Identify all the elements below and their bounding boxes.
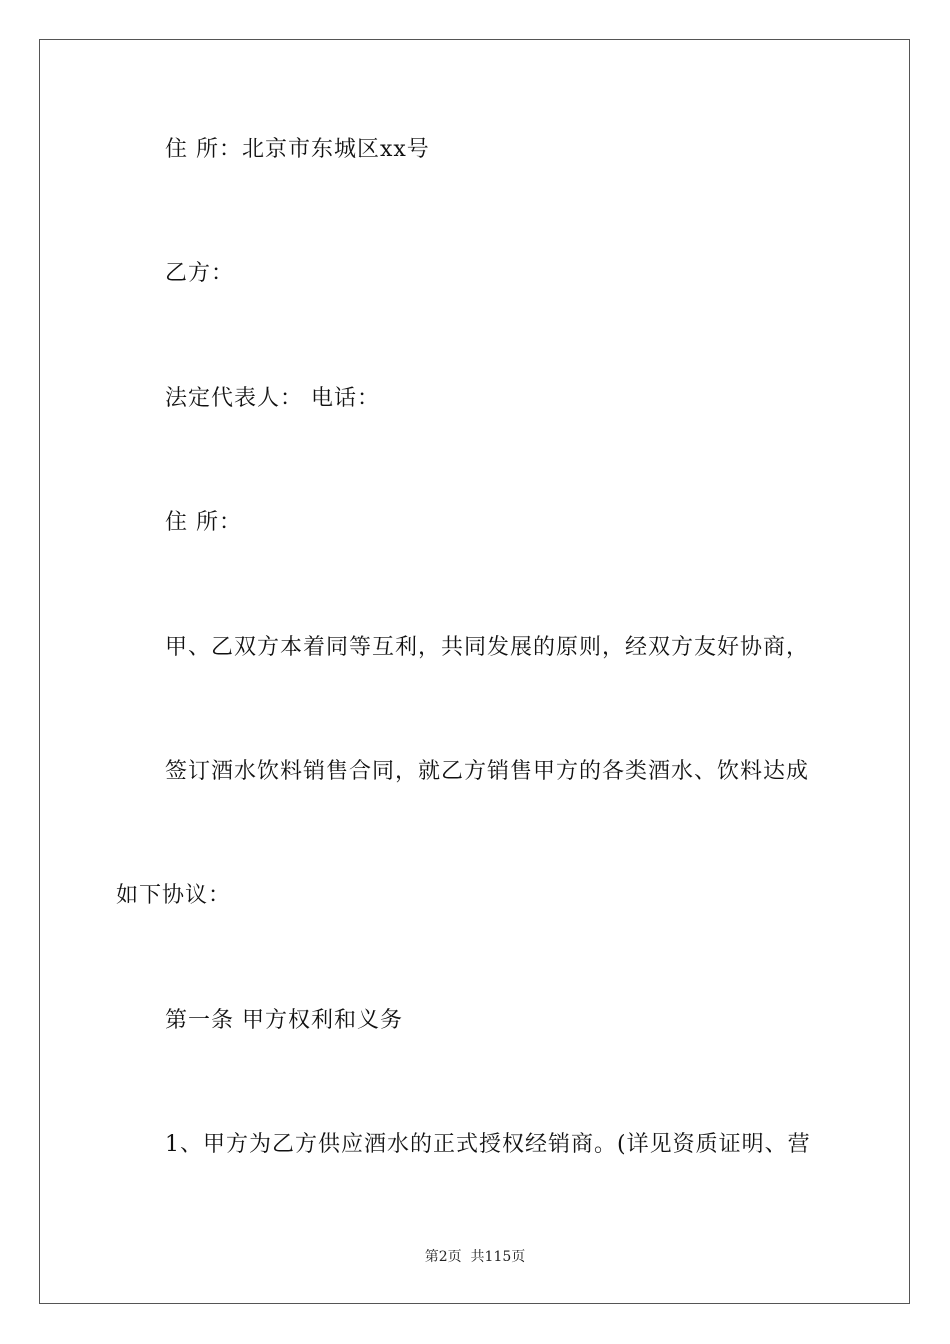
- legal-representative-phone-line: 法定代表人： 电话：: [165, 386, 380, 411]
- party-a-address-line: 住 所：北京市东城区xx号: [165, 137, 430, 162]
- page-number-footer: 第2页 共115页: [424, 1249, 526, 1265]
- party-b-address-line: 住 所：: [165, 510, 242, 535]
- page-border: [39, 39, 910, 1304]
- party-b-line: 乙方：: [165, 261, 235, 286]
- article-one-clause-1: 1、甲方为乙方供应酒水的正式授权经销商。(详见资质证明、营: [165, 1132, 811, 1157]
- article-one-heading: 第一条 甲方权利和义务: [165, 1008, 403, 1033]
- agreement-intro-line-1: 甲、乙双方本着同等互利，共同发展的原则，经双方友好协商，: [165, 635, 810, 660]
- agreement-intro-line-2: 签订酒水饮料销售合同，就乙方销售甲方的各类酒水、饮料达成: [165, 759, 810, 784]
- agreement-intro-line-3: 如下协议：: [116, 883, 232, 908]
